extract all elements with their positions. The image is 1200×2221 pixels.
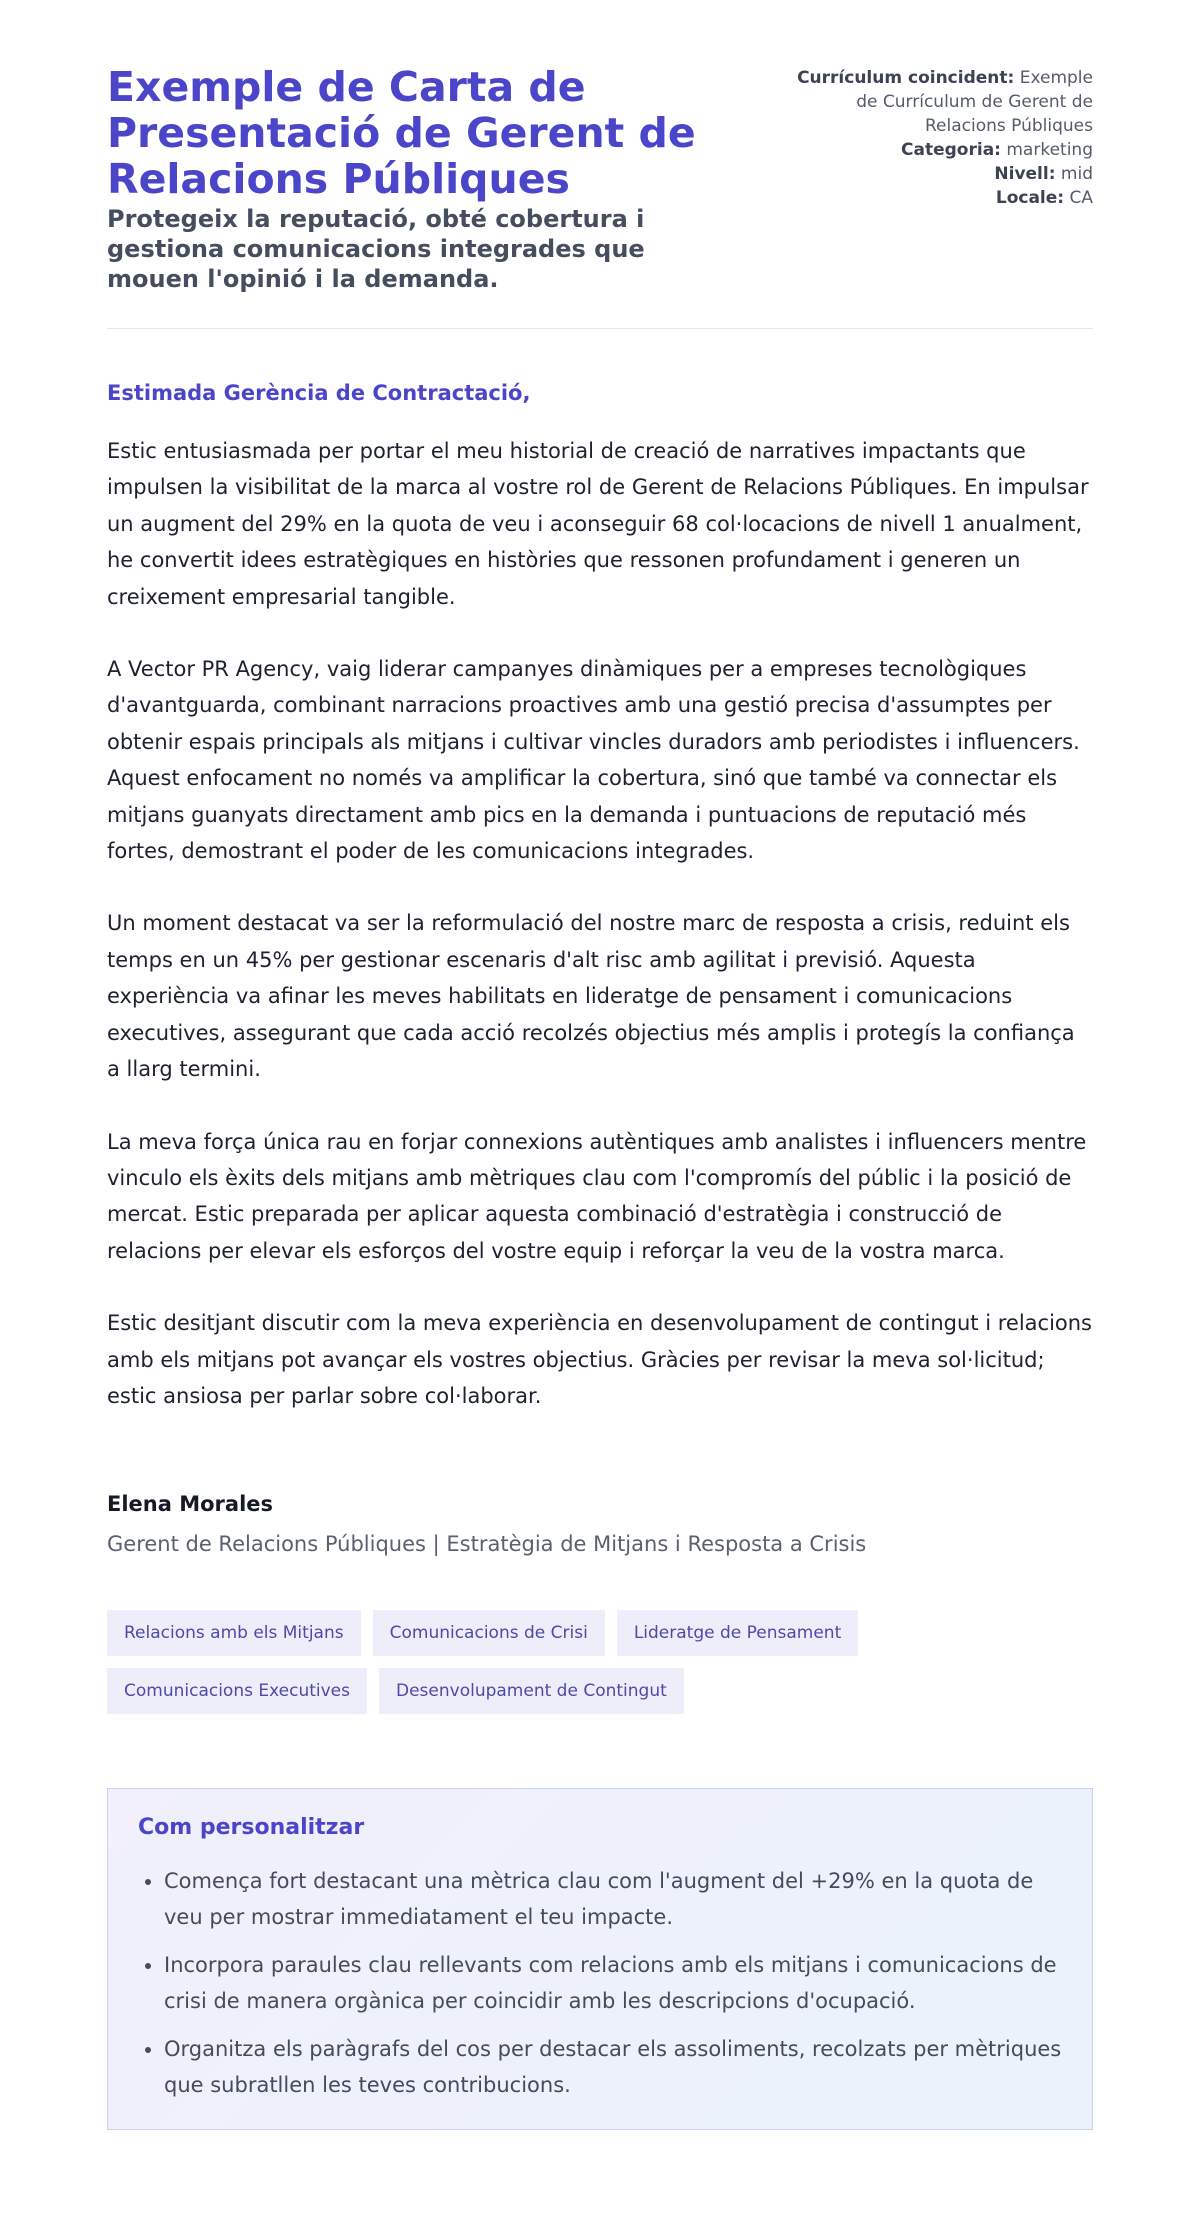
meta-locale-label: Locale:: [995, 188, 1065, 208]
meta-locale: [773, 186, 1093, 210]
page-title: Exemple de Carta de Presentació de Gerent de Relacions Públiques: [107, 63, 696, 203]
meta-resume-label: Currículum coincident:: [797, 68, 1015, 88]
skill-tag: Desenvolupament de Contingut: [379, 1668, 684, 1714]
customize-tip: • Organitza els paràgrafs del cos per destacar els assoliments, recolzats per mètriques que subratllen les teves contribucions.: [164, 2031, 1062, 2103]
letter-paragraph: Un moment destacat va ser la reformulació del nostre marc de resposta a crisis, reduint els temps en un 45% per gestionar escenaris d'alt risc amb agilitat i previsió. Aquesta experiència va afinar les meves habilitats en lideratge de pensament i comunicacions executives, assegurant que cada acció recolzés objectius més amplis i protegís la confiança a llarg termini.: [107, 911, 1075, 1082]
skill-tag: Relacions amb els Mitjans: [107, 1610, 361, 1656]
skill-tag: Comunicacions de Crisi: [373, 1610, 605, 1656]
letter-greeting: Estimada Gerència de Contractació,: [107, 381, 531, 405]
letter-paragraph: La meva força única rau en forjar connexions autèntiques amb analistes i influencers mentre vinculo els èxits dels mitjans amb mètriques clau com l'compromís del públic i la posició de mercat. Estic preparada per aplicar aquesta combinació d'estratègia i construcció de relacions per elevar els esforços del vostre equip i reforçar la veu de la vostra marca.: [107, 1129, 1087, 1263]
page-header: [107, 64, 1093, 329]
letter-paragraph: Estic desitjant discutir com la meva experiència en desenvolupament de contingut i relacions amb els mitjans pot avançar els vostres objectius. Gràcies per revisar la meva sol·licitud; estic ansiosa per parlar sobre col·laborar.: [107, 1311, 1093, 1408]
customize-tip: • Incorpora paraules clau rellevants com relacions amb els mitjans i comunicacions de crisi de manera orgànica per coincidir amb les descripcions d'ocupació.: [164, 1947, 1062, 2019]
signature-role: Gerent de Relacions Públiques | Estratègia de Mitjans i Resposta a Crisis: [107, 1532, 867, 1557]
meta-panel: [773, 64, 1093, 210]
skill-tag: Comunicacions Executives: [107, 1668, 367, 1714]
meta-category-label: Categoria:: [901, 140, 1001, 160]
meta-locale-value: CA: [1069, 188, 1093, 208]
letter-paragraph: A Vector PR Agency, vaig liderar campanyes dinàmiques per a empreses tecnològiques d'avantguarda, combinant narracions proactives amb una gestió precisa d'assumptes per obtenir espais principals als mitjans i cultivar vincles duradors amb periodistes i influencers. Aquest enfocament no només va amplificar la cobertura, sinó que també va connectar els mitjans guanyats directament amb pics en la demanda i puntuacions de reputació més fortes, demostrant el poder de les comunicacions integrades.: [107, 657, 1080, 864]
customize-tip: • Comença fort destacant una mètrica clau com l'augment del +29% en la quota de veu per mostrar immediatament el teu impacte.: [164, 1863, 1062, 1935]
signature-name: Elena Morales: [107, 1492, 274, 1517]
meta-level-label: Nivell:: [994, 164, 1056, 184]
meta-resume-value: Exemple de Currículum de Gerent de Relacions Públiques: [856, 68, 1093, 136]
page-subtitle: Protegeix la reputació, obté cobertura i gestiona comunicacions integrades que mouen l'opinió i la demanda.: [107, 205, 645, 293]
skill-tag: Lideratge de Pensament: [617, 1610, 858, 1656]
customize-box: [107, 1788, 1093, 2130]
meta-resume: [773, 66, 1093, 138]
meta-category: [773, 138, 1093, 162]
meta-level: [773, 162, 1093, 186]
meta-level-value: mid: [1060, 164, 1093, 184]
header-titles: [107, 64, 707, 294]
letter-body: [107, 433, 1093, 1414]
skill-tags: [107, 1610, 1007, 1714]
meta-category-value: marketing: [1006, 140, 1093, 160]
customize-tips: [138, 1863, 1062, 2103]
letter-paragraph: Estic entusiasmada per portar el meu historial de creació de narratives impactants que impulsen la visibilitat de la marca al vostre rol de Gerent de Relacions Públiques. En impulsar un augment del 29% en la quota de veu i aconseguir 68 col·locacions de nivell 1 anualment, he convertit idees estratègiques en històries que ressonen profundament i generen un creixement empresarial tangible.: [107, 439, 1089, 609]
customize-title: Com personalitzar: [138, 1815, 365, 1841]
